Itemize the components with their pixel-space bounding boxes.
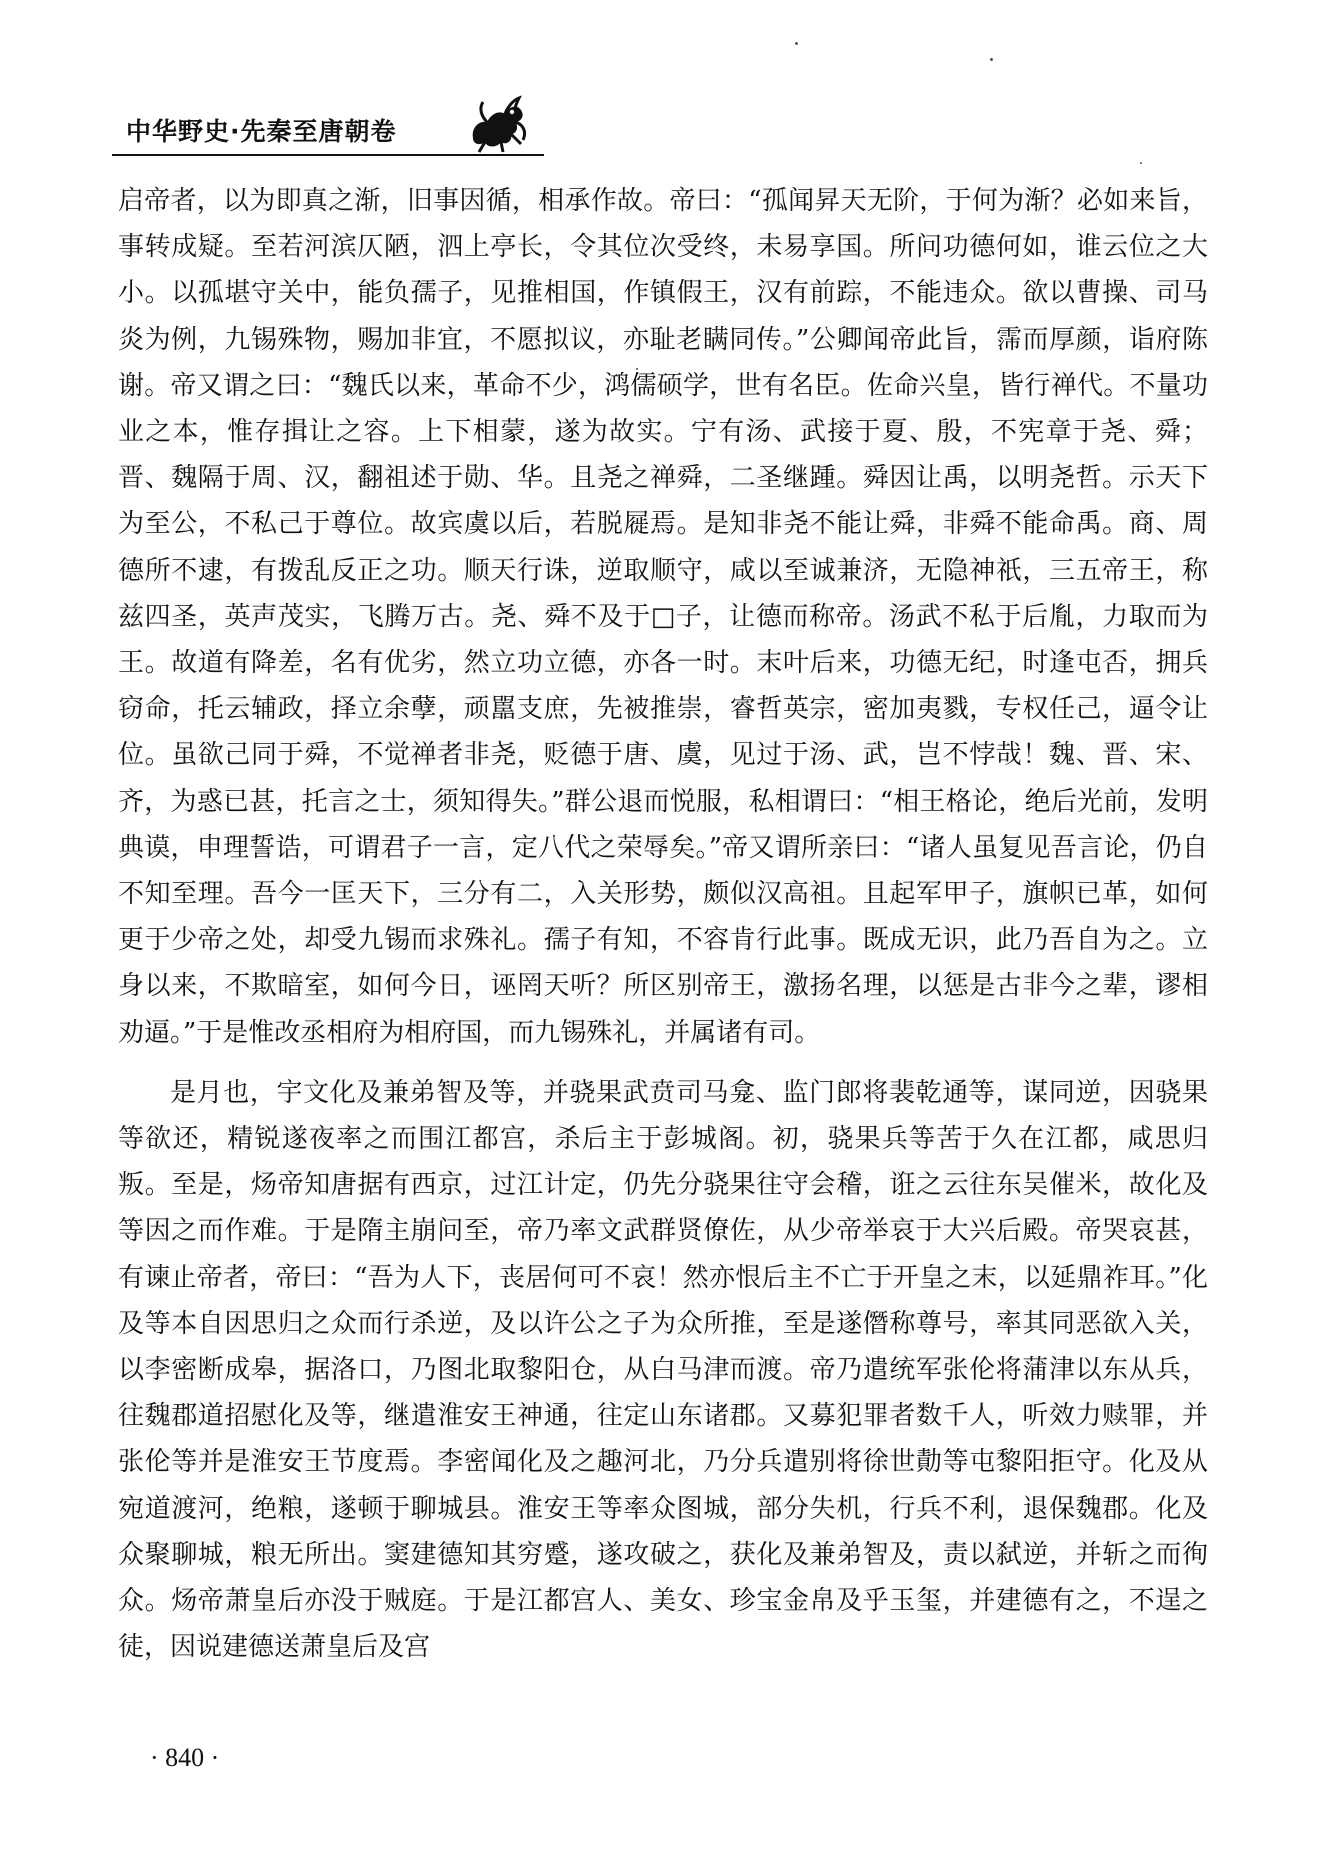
page-number: · 840 · [150,1743,220,1772]
book-title: 中华野史·先秦至唐朝卷 [126,117,397,146]
paragraph-2: 是月也，宇文化及兼弟智及等，并骁果武贲司马龛、监门郎将裴乾通等，谋同逆，因骁果等欲还，精锐遂夜率之而围江都宫，杀后主于彭城阁。初，骁果兵等苦于久在江都，咸思归叛。至是，炀帝知唐据有西京，过江计定，仍先分骁果往守会稽，诳之云往东吴催米，故化及等因之而作难。于是隋主崩问至，帝乃率文武群贤僚佐，从少帝举哀于大兴后殿。帝哭哀甚，有谏止帝者，帝曰：“吾为人下，丧居何可不哀！然亦恨后主不亡于开皇之末，以延鼎祚耳。”化及等本自因思归之众而行杀逆，及以许公之子为众所推，至是遂僭称尊号，率其同恶欲入关，以李密断成皋，据洛口，乃图北取黎阳仓，从白马津而渡。帝乃遣统军张伦将蒲津以东从兵，往魏郡道招慰化及等，继遣淮安王神通，往定山东诸郡。又募犯罪者数千人，听效力赎罪，并张伦等并是淮安王节度焉。李密闻化及之趣河北，乃分兵遣别将徐世勣等屯黎阳拒守。化及从宛道渡河，绝粮，遂顿于聊城县。淮安王等率众图城，部分失机，行兵不利，退保魏郡。化及众聚聊城，粮无所出。窦建德知其穷蹙，遂攻破之，获化及兼弟智及，责以弑逆，并斩之而徇众。炀帝萧皇后亦没于贼庭。于是江都宫人、美女、珍宝金帛及乎玉玺，并建德有之，不逞之徒，因说建德送萧皇后及宫 [118,1077,1208,1663]
scan-speck [1140,162,1142,164]
scan-speck [636,368,638,370]
running-header [112,92,544,160]
body-text [118,178,1208,1671]
scan-speck [795,42,798,45]
paragraph-1: 启帝者，以为即真之渐，旧事因循，相承作故。帝曰：“孤闻昇天无阶，于何为渐？必如来旨，事转成疑。至若河滨仄陋，泗上亭长，令其位次受终，未易享国。所问功德何如，谁云位之大小。以孤堪守关中，能负孺子，见推相国，作镇假王，汉有前踪，不能违众。欲以曹操、司马炎为例，九锡殊物，赐加非宜，不愿拟议，亦耻老瞒同传。”公卿闻帝此旨，霈而厚颜，诣府陈谢。帝又谓之曰：“魏氏以来，革命不少，鸿儒硕学，世有名臣。佐命兴皇，皆行禅代。不量功业之本，惟存揖让之容。上下相蒙，遂为故实。宁有汤、武接于夏、殷，不宪章于尧、舜；晋、魏隔于周、汉，翻祖述于勋、华。且尧之禅舜，二圣继踵。舜因让禹，以明尧哲。示天下为至公，不私己于尊位。故宾虞以后，若脱屣焉。是知非尧不能让舜，非舜不能命禹。商、周德所不逮，有拨乱反正之功。顺天行诛，逆取顺守，咸以至诚兼济，无隐神祇，三五帝王，称兹四圣，英声茂实，飞腾万古。尧、舜不及于□子，让德而称帝。汤武不私于后胤，力取而为王。故道有降差，名有优劣，然立功立德，亦各一时。末叶后来，功德无纪，时逢屯否，拥兵窃命，托云辅政，择立余孽，顽嚚支庶，先被推崇，睿哲英宗，密加夷戮，专权任己，逼令让位。虽欲己同于舜，不觉禅者非尧，贬德于唐、虞，见过于汤、武，岂不悖哉！魏、晋、宋、齐，为惑已甚，托言之士，须知得失。”群公退而悦服，私相谓曰：“相王格论，绝后光前，发明典谟，申理誓诰，可谓君子一言，定八代之荣辱矣。”帝又谓所亲曰：“诸人虽复见吾言论，仍自不知至理。吾今一匡天下，三分有二，入关形势，颇似汉高祖。且起军甲子，旗帜已革，如何更于少帝之处，却受九锡而求殊礼。孺子有知，不容肯行此事。既成无识，此乃吾自为之。立身以来，不欺暗室，如何今日，诬罔天听？所区别帝王，激扬名理，以惩是古非今之辈，谬相劝逼。”于是惟改丞相府为相府国，而九锡殊礼，并属诸有司。 [118,186,1208,1048]
dragon-icon [465,92,529,156]
scan-speck [990,58,993,61]
header-rule [112,154,544,156]
